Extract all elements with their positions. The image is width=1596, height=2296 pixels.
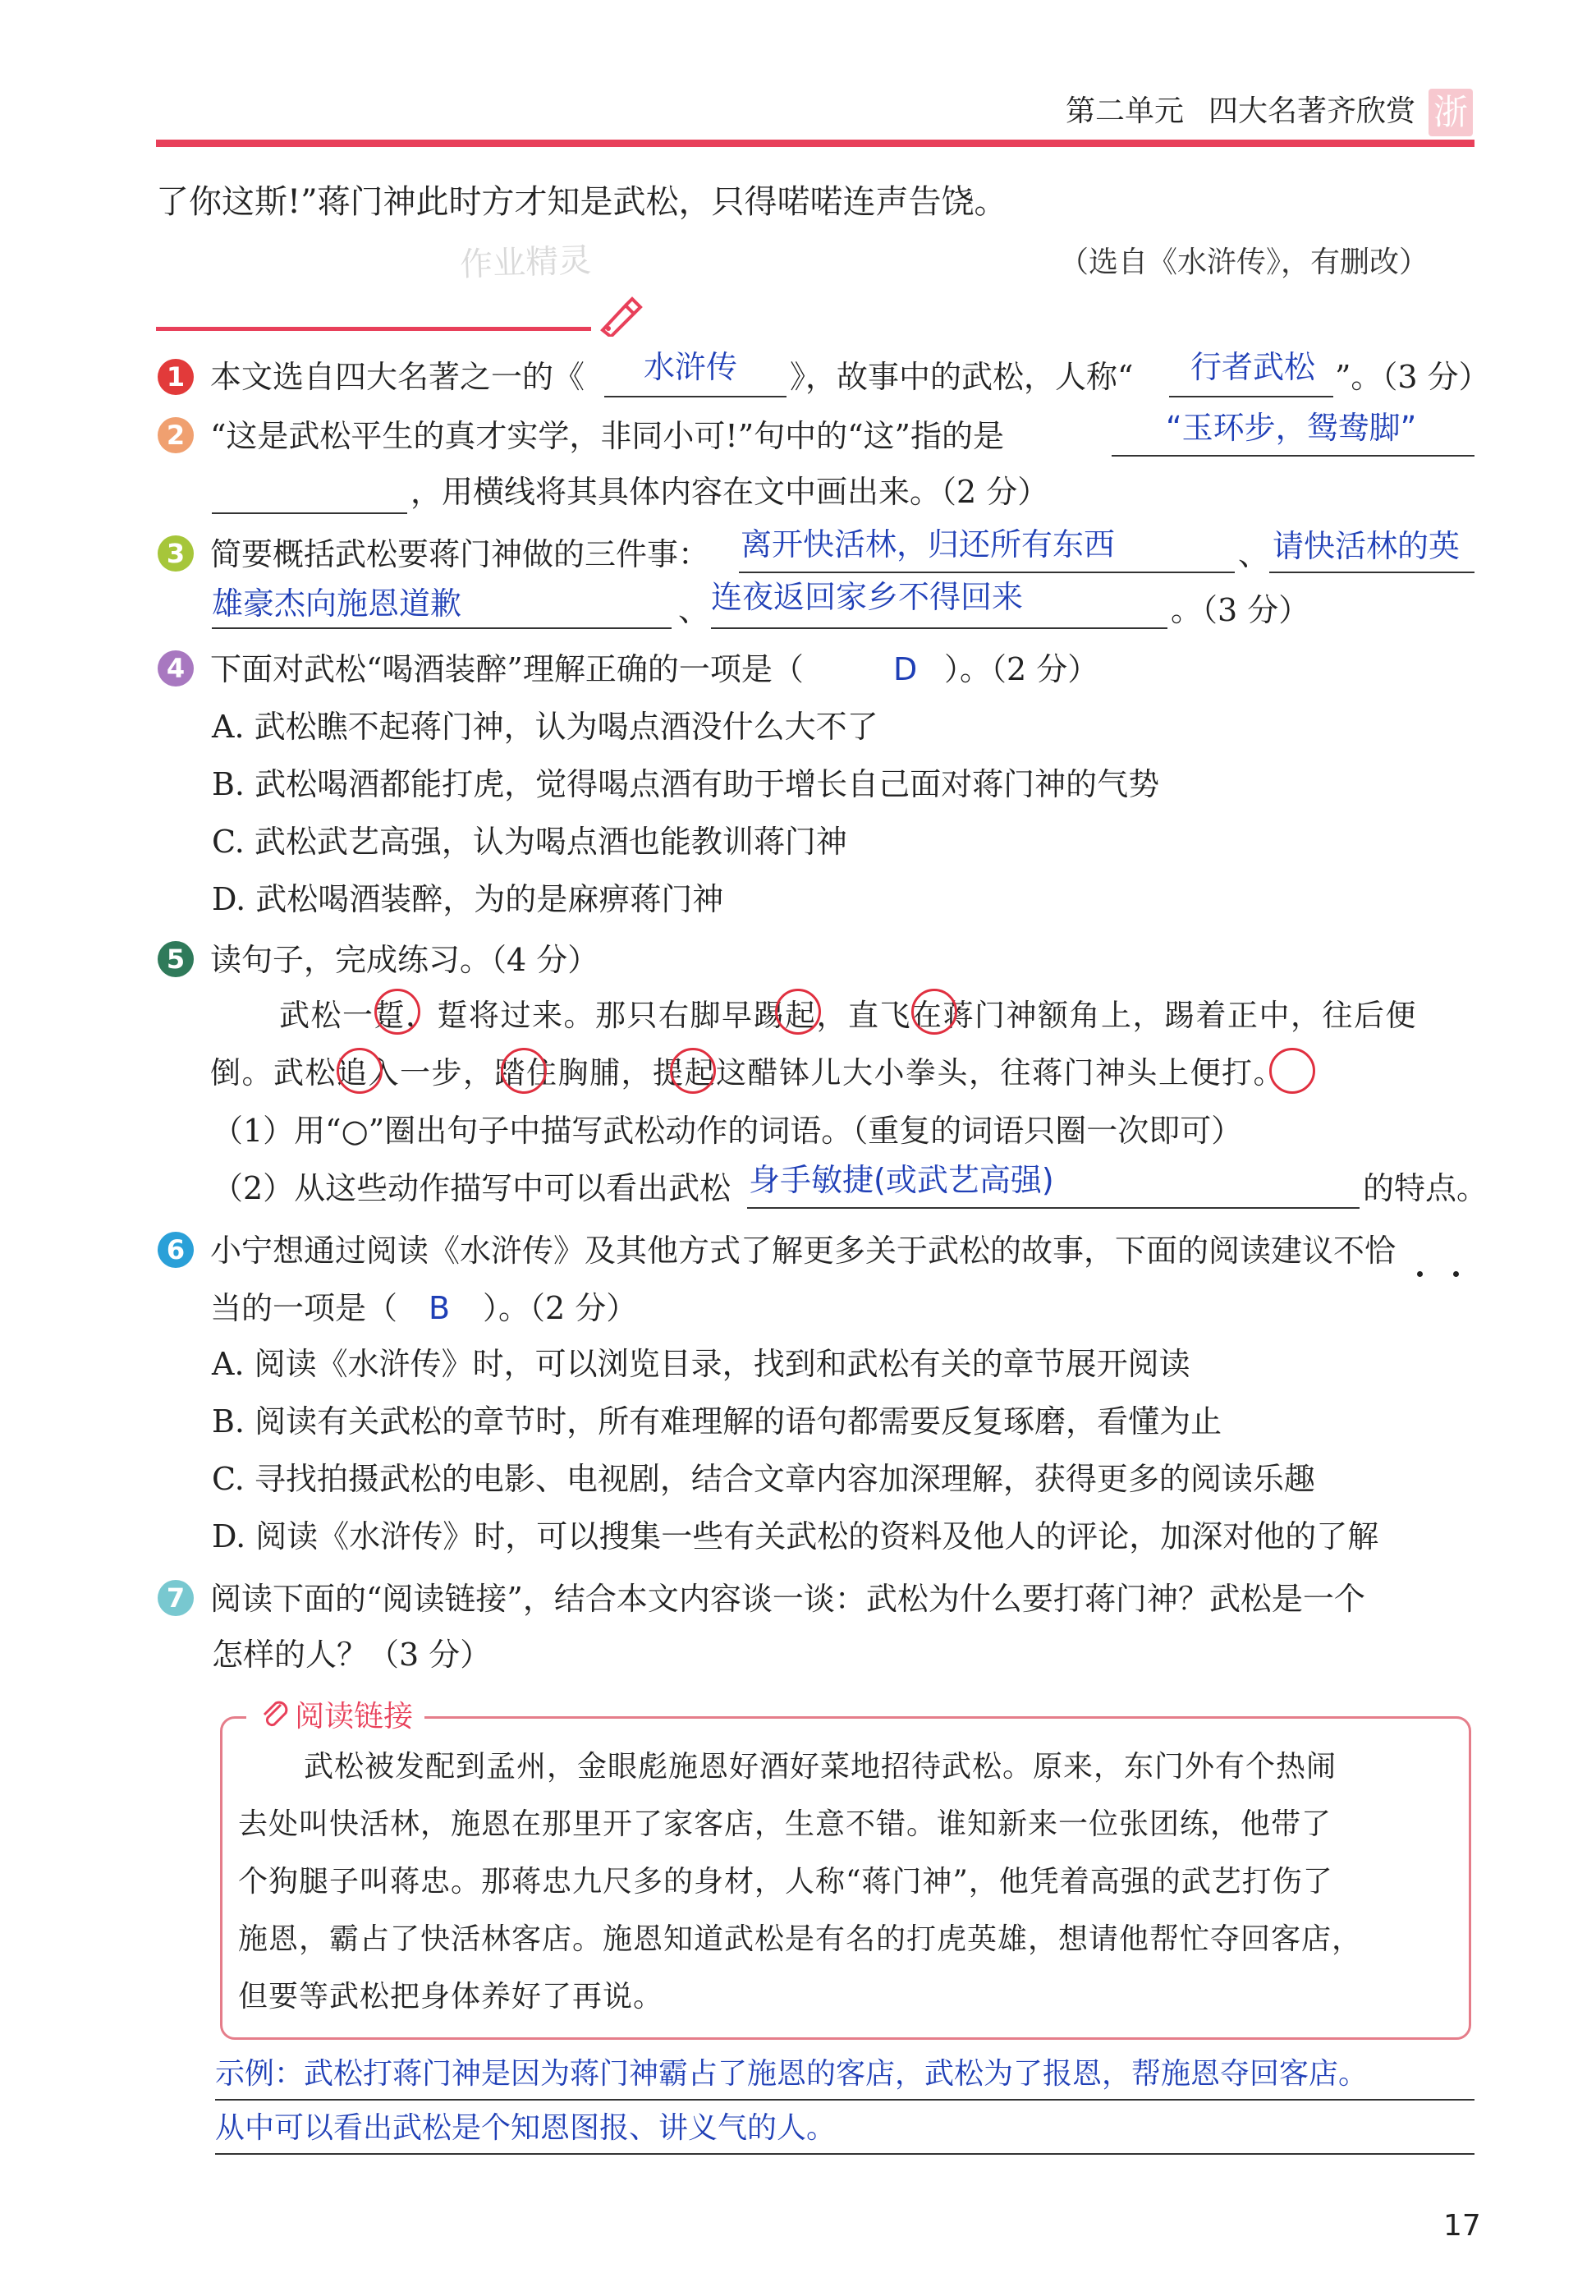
q4-number: 4 (158, 650, 194, 687)
circled-word-ta2 (501, 1048, 547, 1094)
circled-word-zhui (337, 1048, 383, 1094)
q5-blank (747, 1207, 1360, 1209)
q6-option-a: A. 阅读《水浒传》时，可以浏览目录，找到和武松有关的章节展开阅读 (212, 1346, 1190, 1382)
q2-blank-2 (212, 512, 407, 514)
q1-blank-2 (1169, 396, 1333, 397)
q2-number: 2 (158, 417, 194, 453)
q3-text-2: 。（3 分） (1171, 592, 1310, 628)
q3-blank-1 (739, 572, 1235, 573)
q4-answer: D (893, 651, 918, 687)
q1-blank-1 (604, 396, 787, 397)
q2-text-1: “这是武松平生的真才实学，非同小可!”句中的“这”指的是 (210, 418, 1004, 454)
region-badge-label: 浙 (1433, 92, 1468, 132)
circled-word-ti (775, 989, 821, 1035)
link-line-3: 个狗腿子叫蒋忠。那蒋忠九尺多的身材，人称“蒋门神”，他凭着高强的武艺打伤了 (238, 1865, 1333, 1899)
q3-answer-2a: 请快活林的英 (1273, 528, 1461, 564)
q5-sub-2a: （2）从这些动作描写中可以看出武松 (212, 1170, 732, 1206)
q3-blank-2 (1269, 572, 1474, 573)
q6-text-1: 小宁想通过阅读《水浒传》及其他方式了解更多关于武松的故事，下面的阅读建议不恰 (210, 1233, 1396, 1269)
link-line-2: 去处叫快活林，施恩在那里开了家客店，生意不错。谁知新来一位张团练，他带了 (238, 1807, 1332, 1841)
circled-word-da (1269, 1048, 1315, 1094)
q1-text-1: 本文选自四大名著之一的《 (210, 359, 585, 395)
q7-answer-line-1: 示例：武松打蒋门神是因为蒋门神霸占了施恩的客店，武松为了报恩，帮施恩夺回客店。 (215, 2057, 1369, 2091)
q7-answer-line-2: 从中可以看出武松是个知恩图报、讲义气的人。 (215, 2111, 837, 2145)
header-section: 四大名著齐欣赏 (1208, 94, 1416, 128)
q5-passage-line-1: 武松一踅，踅将过来。那只右脚早踢起，直飞在蒋门神额角上，踢着正中，往后便 (279, 998, 1417, 1033)
link-line-4: 施恩，霸占了快活林客店。施恩知道武松是有名的打虎英雄，想请他帮忙夺回客店， (238, 1922, 1363, 1956)
emphasis-dot-2 (1453, 1271, 1459, 1277)
q7-text-2: 怎样的人？（3 分） (212, 1637, 492, 1673)
q2-blank-1 (1112, 455, 1474, 457)
watermark: 作业精灵 (459, 241, 592, 284)
q7-answer-rule-2 (215, 2153, 1474, 2155)
q4-option-a: A. 武松瞧不起蒋门神，认为喝点酒没什么大不了 (212, 709, 878, 745)
q5-number: 5 (158, 941, 194, 977)
q2-answer-1: “玉环步，鸳鸯脚” (1166, 410, 1417, 446)
q4-text-1: 下面对武松“喝酒装醉”理解正确的一项是（ (210, 651, 804, 687)
header-unit: 第二单元 (1066, 94, 1185, 128)
reading-link-title: 阅读链接 (295, 1700, 414, 1733)
q5-sub-2b: 的特点。 (1363, 1170, 1488, 1206)
q6-option-b: B. 阅读有关武松的章节时，所有难理解的语句都需要反复琢磨，看懂为止 (212, 1403, 1222, 1440)
q1-text-2: 》，故事中的武松，人称“ (790, 359, 1134, 395)
q2-text-2: ，用横线将其具体内容在文中画出来。（2 分） (410, 474, 1049, 510)
q4-option-d: D. 武松喝酒装醉，为的是麻痹蒋门神 (212, 881, 724, 917)
q7-number: 7 (158, 1580, 194, 1616)
q6-text-2: 当的一项是（ (210, 1290, 398, 1326)
link-line-1: 武松被发配到孟州，金眼彪施恩好酒好菜地招待武松。原来，东门外有个热闹 (304, 1750, 1337, 1784)
q1-answer-2: 行者武松 (1190, 349, 1316, 385)
q5-answer: 身手敏捷(或武艺高强) (749, 1162, 1054, 1198)
q6-text-3: ）。（2 分） (483, 1290, 638, 1326)
q1-text-3: ”。（3 分） (1335, 359, 1490, 395)
reading-link-header (246, 1693, 424, 1735)
q4-text-2: ）。（2 分） (944, 651, 1099, 687)
source-note: （选自《水浒传》，有删改） (1059, 246, 1429, 279)
q3-sep-2: 、 (678, 592, 710, 628)
q3-number: 3 (158, 535, 194, 572)
paperclip-icon (258, 1697, 291, 1733)
region-badge (1429, 89, 1473, 136)
q6-option-c: C. 寻找拍摄武松的电影、电视剧，结合文章内容加深理解，获得更多的阅读乐趣 (212, 1461, 1315, 1497)
q3-answer-1: 离开快活林，归还所有东西 (741, 526, 1116, 563)
q7-text-1: 阅读下面的“阅读链接”，结合本文内容谈一谈：武松为什么要打蒋门神？武松是一个 (210, 1581, 1365, 1617)
circled-word-ta (374, 989, 420, 1035)
q6-answer: B (429, 1290, 451, 1326)
q3-text-1: 简要概括武松要蒋门神做的三件事： (210, 536, 710, 572)
header-rule (156, 140, 1474, 147)
q5-sub-1: （1）用“○”圈出句子中描写武松动作的词语。（重复的词语只圈一次即可） (212, 1113, 1243, 1149)
page-number: 17 (1443, 2209, 1481, 2243)
q1-number: 1 (158, 359, 194, 395)
circled-word-fei (911, 989, 957, 1035)
q7-answer-rule-1 (215, 2099, 1474, 2101)
emphasis-dot-1 (1417, 1271, 1423, 1277)
q3-answer-3: 连夜返回家乡不得回来 (711, 579, 1024, 615)
q4-option-c: C. 武松武艺高强，认为喝点酒也能教训蒋门神 (212, 824, 847, 860)
q3-answer-2b: 雄豪杰向施恩道歉 (212, 585, 462, 622)
q3-blank-3 (711, 627, 1167, 629)
q6-option-d: D. 阅读《水浒传》时，可以搜集一些有关武松的资料及他人的评论，加深对他的了解 (212, 1518, 1379, 1554)
q5-passage-line-2: 倒。武松追入一步，踏住胸脯，提起这醋钵儿大小拳头，往蒋门神头上便打。 (210, 1055, 1285, 1091)
q3-sep-1: 、 (1238, 536, 1270, 572)
q4-option-b: B. 武松喝酒都能打虎，觉得喝点酒有助于增长自己面对蒋门神的气势 (212, 766, 1160, 802)
q1-answer-1: 水浒传 (644, 349, 738, 385)
q3-blank-2-cont (212, 627, 672, 629)
q6-number: 6 (158, 1232, 194, 1268)
q5-title: 读句子，完成练习。（4 分） (210, 942, 599, 978)
pen-icon (598, 296, 644, 337)
intro-line: 了你这斯!”蒋门神此时方才知是武松，只得喏喏连声告饶。 (156, 183, 1007, 221)
section-divider (156, 327, 591, 331)
link-line-5: 但要等武松把身体养好了再说。 (238, 1980, 664, 2014)
circled-word-tiqi (670, 1048, 716, 1094)
